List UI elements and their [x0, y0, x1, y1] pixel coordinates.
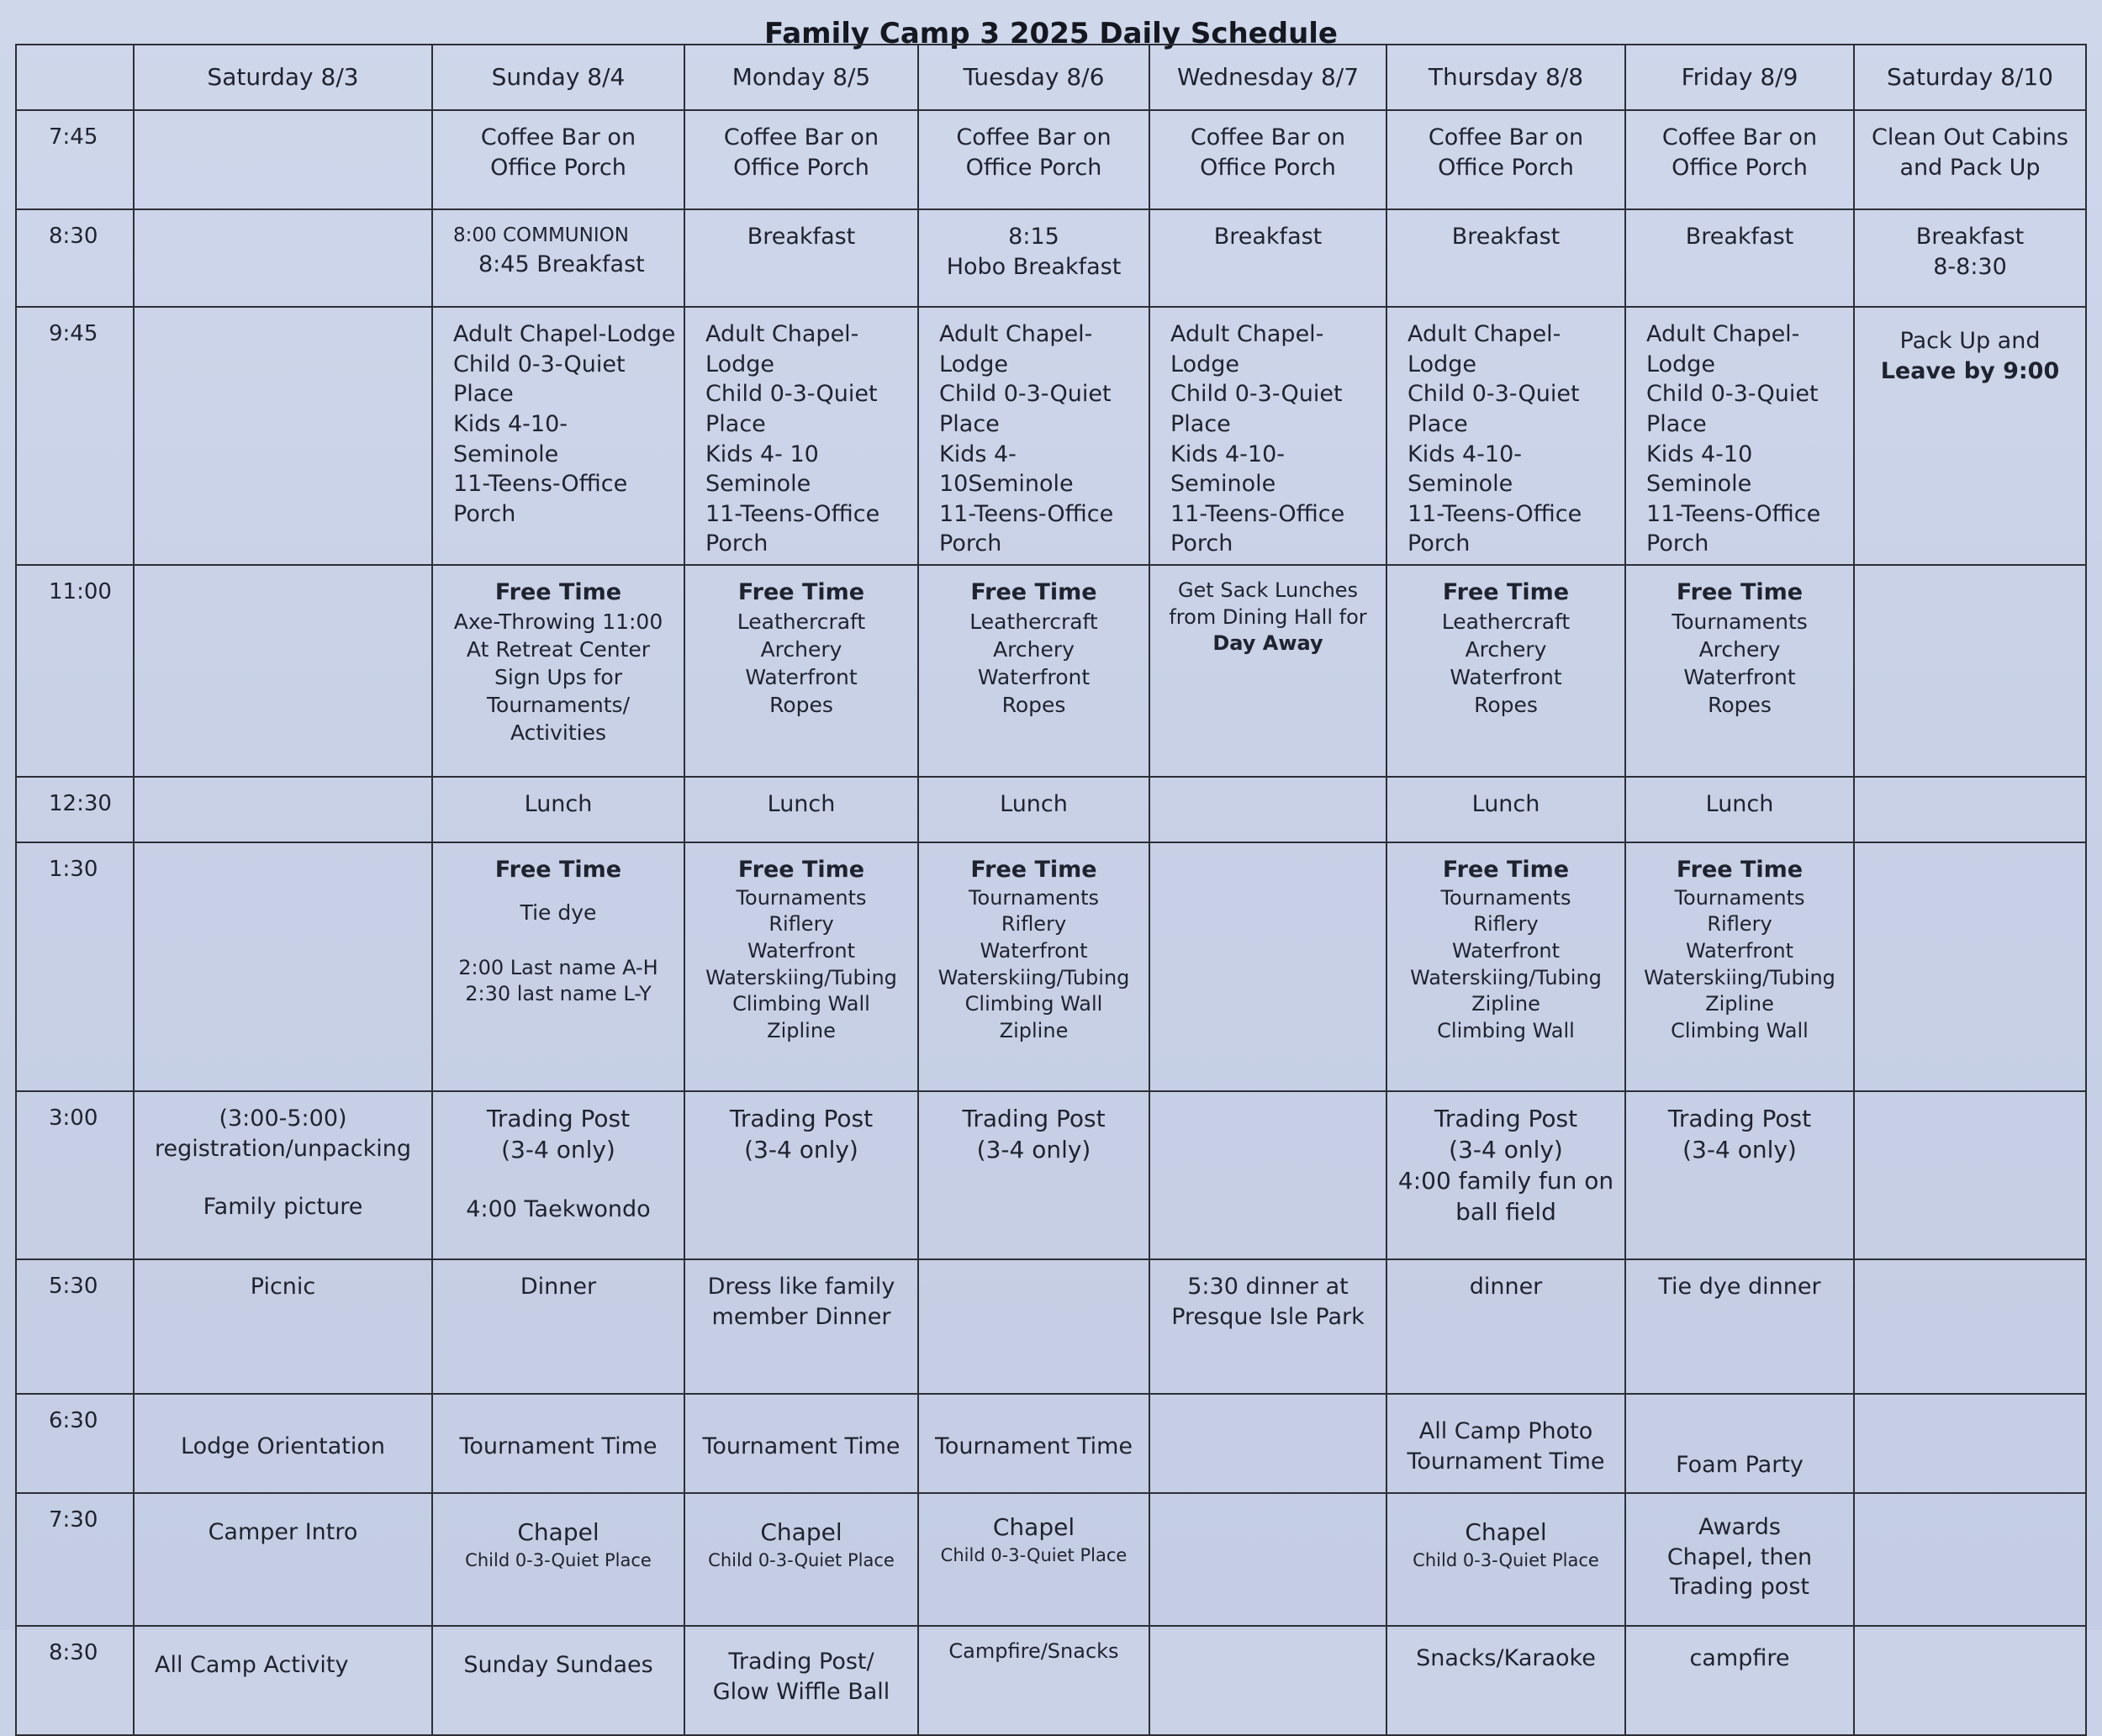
day-header: Thursday 8/8	[1386, 45, 1625, 110]
schedule-row	[16, 842, 2086, 1091]
schedule-cell	[1854, 1493, 2086, 1626]
schedule-row	[16, 1626, 2086, 1735]
schedule-cell: Tournament Time	[432, 1394, 684, 1493]
schedule-cell: Snacks/Karaoke	[1386, 1626, 1625, 1735]
cell-heading: Free Time	[494, 857, 622, 883]
cell-line: Chapel	[992, 1513, 1075, 1541]
schedule-cell	[134, 842, 432, 1091]
cell-line: Tournaments Riflery Waterfront Waterskiing/Tubing Zipline Climbing Wall	[1410, 885, 1602, 1042]
time-label: 6:30	[16, 1394, 134, 1493]
schedule-cell: Coffee Bar on Office Porch	[432, 110, 684, 209]
schedule-cell	[918, 1259, 1149, 1394]
schedule-cell: Trading Post (3-4 only)	[918, 1091, 1149, 1259]
corner-cell	[16, 45, 134, 110]
cell-line: Chapel	[517, 1518, 599, 1546]
schedule-cell: Camper Intro	[134, 1493, 432, 1626]
cell-heading: Free Time	[970, 857, 1097, 883]
schedule-cell	[432, 1493, 684, 1626]
schedule-cell	[684, 1493, 918, 1626]
time-label: 11:00	[16, 565, 134, 777]
cell-heading: Free Time	[1676, 579, 1804, 605]
schedule-cell	[1854, 1626, 2086, 1735]
schedule-cell: Trading Post (3-4 only)	[1625, 1091, 1854, 1259]
schedule-cell: Campfire/Snacks	[918, 1626, 1149, 1735]
schedule-row	[16, 777, 2086, 842]
cell-line: Chapel	[1465, 1518, 1547, 1546]
cell-line: Family picture	[203, 1194, 363, 1221]
cell-line: Tournaments Riflery Waterfront Waterskiing/Tubing Climbing Wall Zipline	[937, 885, 1130, 1042]
schedule-cell	[1854, 1091, 2086, 1259]
schedule-cell	[1854, 1394, 2086, 1493]
schedule-cell: Coffee Bar on Office Porch	[918, 110, 1149, 209]
time-label: 12:30	[16, 777, 134, 842]
day-header: Monday 8/5	[684, 45, 918, 110]
time-label: 8:30	[16, 1626, 134, 1735]
schedule-cell: Adult Chapel-Lodge Child 0-3-Quiet Place Kids 4- 10Seminole 11-Teens-Office Porch	[918, 307, 1149, 565]
schedule-cell	[918, 1493, 1149, 1626]
schedule-cell	[1149, 1091, 1386, 1259]
schedule-cell	[918, 565, 1149, 777]
schedule-cell: Adult Chapel-Lodge Child 0-3-Quiet Place Kids 4-10- Seminole 11-Teens-Office Porch	[432, 307, 684, 565]
schedule-row	[16, 1259, 2086, 1394]
cell-line: Leave by 9:00	[1880, 357, 2060, 384]
cell-line: Tournaments Riflery Waterfront Waterskiing/Tubing Climbing Wall Zipline	[705, 885, 897, 1042]
cell-heading: Free Time	[970, 579, 1097, 605]
cell-line: Leathercraft Archery Waterfront Ropes	[1441, 609, 1571, 717]
page-title: Family Camp 3 2025 Daily Schedule	[763, 17, 1338, 50]
schedule-cell: Picnic	[134, 1259, 432, 1394]
schedule-cell: Trading Post (3-4 only)	[684, 1091, 918, 1259]
schedule-cell: Foam Party	[1625, 1394, 1854, 1493]
schedule-cell: All Camp Activity	[134, 1626, 432, 1735]
cell-heading: Free Time	[737, 579, 865, 605]
schedule-cell: Sunday Sundaes	[432, 1626, 684, 1735]
schedule-cell: Breakfast	[1386, 209, 1625, 307]
cell-heading: Free Time	[1442, 579, 1570, 605]
cell-line: (3:00-5:00) registration/unpacking	[154, 1105, 411, 1162]
cell-line: 4:00 Taekwondo	[466, 1195, 651, 1222]
schedule-row	[16, 1091, 2086, 1259]
schedule-cell: Adult Chapel-Lodge Child 0-3-Quiet Place Kids 4-10 Seminole 11-Teens-Office Porch	[1625, 307, 1854, 565]
cell-heading: Free Time	[1442, 857, 1570, 883]
schedule-cell: Lunch	[918, 777, 1149, 842]
cell-line: Pack Up and	[1899, 328, 2041, 354]
schedule-cell	[1854, 1259, 2086, 1394]
cell-line: 8:00 COMMUNION	[453, 224, 629, 246]
schedule-cell: Lunch	[1625, 777, 1854, 842]
schedule-cell: Trading Post (3-4 only) 4:00 family fun on ball field	[1386, 1091, 1625, 1259]
cell-line: Tournaments Riflery Waterfront Waterskiing/Tubing Zipline Climbing Wall	[1644, 885, 1835, 1042]
schedule-cell	[1854, 777, 2086, 842]
spacer	[438, 926, 679, 955]
schedule-cell: Adult Chapel-Lodge Child 0-3-Quiet Place Kids 4-10- Seminole 11-Teens-Office Porch	[1149, 307, 1386, 565]
schedule-cell	[1625, 842, 1854, 1091]
day-header: Friday 8/9	[1625, 45, 1854, 110]
schedule-cell: Dinner	[432, 1259, 684, 1394]
schedule-cell: Coffee Bar on Office Porch	[1149, 110, 1386, 209]
schedule-cell: All Camp Photo Tournament Time	[1386, 1394, 1625, 1493]
schedule-row	[16, 209, 2086, 307]
schedule-row	[16, 110, 2086, 209]
schedule-cell: Lunch	[684, 777, 918, 842]
schedule-row	[16, 1394, 2086, 1493]
schedule-cell	[1149, 777, 1386, 842]
schedule-cell: Breakfast 8-8:30	[1854, 209, 2086, 307]
schedule-cell	[684, 842, 918, 1091]
cell-line: Axe-Throwing 11:00 At Retreat Center Sign Ups for Tournaments/ Activities	[453, 609, 663, 745]
spacer	[438, 1166, 679, 1195]
schedule-cell	[432, 1091, 684, 1259]
schedule-cell	[1854, 307, 2086, 565]
cell-line: Get Sack Lunches from Dining Hall for	[1169, 578, 1367, 629]
schedule-cell	[918, 842, 1149, 1091]
time-label: 7:45	[16, 110, 134, 209]
day-header: Wednesday 8/7	[1149, 45, 1386, 110]
schedule-cell: Breakfast	[1149, 209, 1386, 307]
cell-line: Day Away	[1212, 631, 1323, 656]
schedule-cell: Coffee Bar on Office Porch	[1625, 110, 1854, 209]
schedule-cell	[1625, 565, 1854, 777]
schedule-cell	[134, 777, 432, 842]
cell-line: Child 0-3-Quiet Place	[465, 1549, 652, 1570]
day-header: Tuesday 8/6	[918, 45, 1149, 110]
header-row	[16, 45, 2086, 110]
schedule-cell	[1149, 1493, 1386, 1626]
time-label: 1:30	[16, 842, 134, 1091]
day-header: Saturday 8/3	[134, 45, 432, 110]
cell-line: Tie dye	[520, 900, 597, 925]
schedule-cell: Lunch	[1386, 777, 1625, 842]
cell-line: Leathercraft Archery Waterfront Ropes	[969, 609, 1098, 717]
schedule-cell	[1149, 565, 1386, 777]
schedule-table	[15, 44, 2087, 1736]
time-label: 3:00	[16, 1091, 134, 1259]
cell-line: 2:00 Last name A-H 2:30 last name L-Y	[458, 955, 658, 1006]
schedule-cell: Breakfast	[1625, 209, 1854, 307]
cell-line: Trading Post (3-4 only)	[486, 1105, 631, 1163]
schedule-cell: Tournament Time	[684, 1394, 918, 1493]
schedule-cell	[432, 842, 684, 1091]
schedule-cell	[134, 1091, 432, 1259]
cell-line: Child 0-3-Quiet Place	[708, 1549, 895, 1570]
schedule-cell: Breakfast	[684, 209, 918, 307]
schedule-cell: Tournament Time	[918, 1394, 1149, 1493]
schedule-cell	[1149, 1626, 1386, 1735]
schedule-cell	[134, 565, 432, 777]
schedule-cell: Adult Chapel-Lodge Child 0-3-Quiet Place Kids 4- 10 Seminole 11-Teens-Office Porch	[684, 307, 918, 565]
schedule-row	[16, 565, 2086, 777]
cell-line: Child 0-3-Quiet Place	[1413, 1549, 1599, 1570]
schedule-cell: Lunch	[432, 777, 684, 842]
schedule-cell	[1386, 565, 1625, 777]
schedule-cell: Coffee Bar on Office Porch	[1386, 110, 1625, 209]
cell-heading: Free Time	[1676, 857, 1804, 883]
schedule-cell	[1386, 842, 1625, 1091]
schedule-cell: Trading Post/ Glow Wiffle Ball	[684, 1626, 918, 1735]
schedule-cell: Adult Chapel-Lodge Child 0-3-Quiet Place Kids 4-10- Seminole 11-Teens-Office Porch	[1386, 307, 1625, 565]
time-label: 8:30	[16, 209, 134, 307]
schedule-cell: Clean Out Cabins and Pack Up	[1854, 110, 2086, 209]
schedule-cell	[1149, 1394, 1386, 1493]
schedule-cell: 5:30 dinner at Presque Isle Park	[1149, 1259, 1386, 1394]
cell-heading: Free Time	[494, 579, 622, 605]
spacer	[140, 1163, 426, 1192]
day-header: Sunday 8/4	[432, 45, 684, 110]
schedule-cell: Lodge Orientation	[134, 1394, 432, 1493]
schedule-cell	[134, 307, 432, 565]
schedule-cell: dinner	[1386, 1259, 1625, 1394]
time-label: 7:30	[16, 1493, 134, 1626]
schedule-cell: Awards Chapel, then Trading post	[1625, 1493, 1854, 1626]
schedule-cell: Tie dye dinner	[1625, 1259, 1854, 1394]
cell-heading: Free Time	[737, 857, 865, 883]
day-header: Saturday 8/10	[1854, 45, 2086, 110]
cell-line: Leathercraft Archery Waterfront Ropes	[737, 609, 866, 717]
schedule-cell: Coffee Bar on Office Porch	[684, 110, 918, 209]
schedule-cell	[684, 565, 918, 777]
schedule-cell	[1854, 565, 2086, 777]
schedule-cell	[432, 565, 684, 777]
cell-line: Child 0-3-Quiet Place	[940, 1544, 1128, 1565]
schedule-cell: 8:15 Hobo Breakfast	[918, 209, 1149, 307]
schedule-cell	[134, 110, 432, 209]
schedule-cell: campfire	[1625, 1626, 1854, 1735]
cell-line: 8:45 Breakfast	[478, 251, 645, 277]
schedule-cell	[432, 209, 684, 307]
schedule-row	[16, 1493, 2086, 1626]
schedule-cell	[1854, 842, 2086, 1091]
schedule-cell: Dress like family member Dinner	[684, 1259, 918, 1394]
time-label: 5:30	[16, 1259, 134, 1394]
schedule-row	[16, 307, 2086, 565]
cell-line: Tournaments Archery Waterfront Ropes	[1672, 609, 1808, 717]
cell-line: Chapel	[760, 1518, 842, 1546]
schedule-cell	[134, 209, 432, 307]
time-label: 9:45	[16, 307, 134, 565]
schedule-cell	[1386, 1493, 1625, 1626]
schedule-cell	[1149, 842, 1386, 1091]
